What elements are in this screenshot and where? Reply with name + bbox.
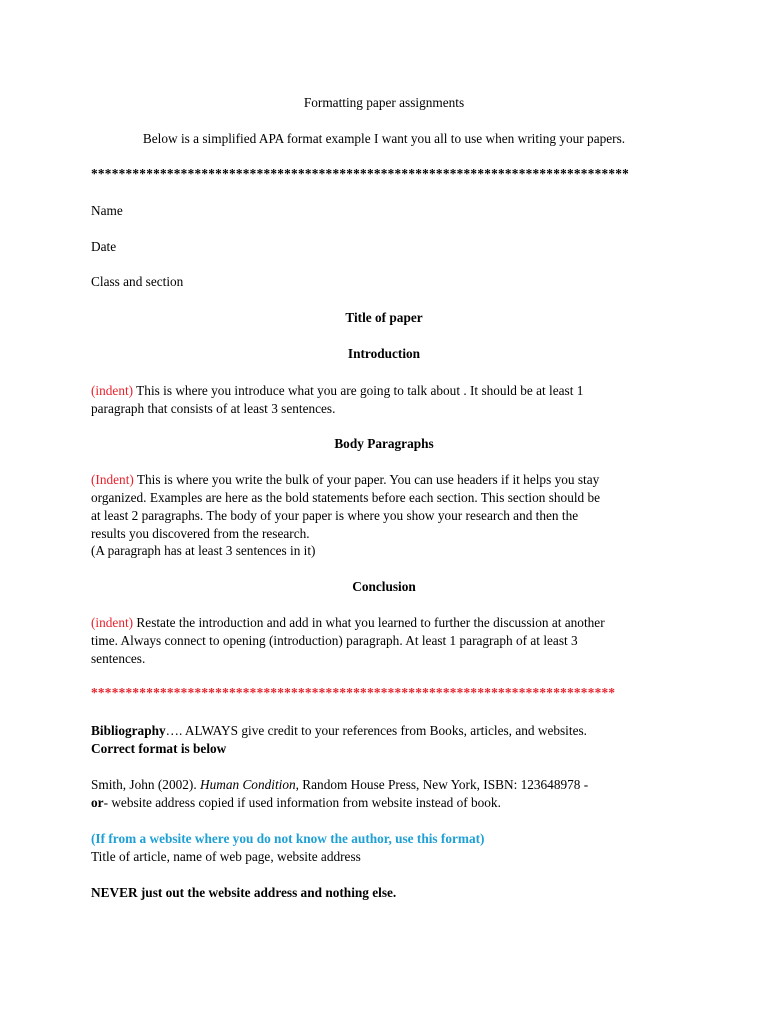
introduction-heading: Introduction bbox=[347, 346, 421, 361]
body-line-2: organized. Examples are here as the bold statements before each section. This section should be bbox=[91, 490, 601, 505]
conclusion-text: Restate the introduction and add in what you learned to further the discussion at another bbox=[133, 615, 605, 630]
citation-title: Human Condition bbox=[199, 777, 296, 792]
website-format: Title of article, name of web page, website address bbox=[91, 849, 361, 864]
divider-red: **************************************************************************** bbox=[91, 685, 616, 700]
bibliography-text: …. ALWAYS give credit to your references from Books, articles, and websites. bbox=[165, 723, 587, 738]
citation-author: Smith, John (2002). bbox=[91, 777, 200, 792]
conclusion-line-3: sentences. bbox=[91, 651, 146, 666]
citation-example bbox=[0, 776, 768, 794]
never-warning: NEVER just out the website address and nothing else. bbox=[91, 885, 397, 900]
indent-tag: (indent) bbox=[91, 615, 134, 630]
or-label: or bbox=[91, 795, 104, 810]
body-line-4: results you discovered from the research. bbox=[91, 526, 310, 541]
introduction-text: This is where you introduce what you are going to talk about . It should be at least 1 bbox=[133, 383, 584, 398]
indent-tag: (indent) bbox=[91, 383, 134, 398]
introduction-line-1 bbox=[0, 382, 768, 400]
bibliography-line bbox=[0, 722, 768, 740]
citation-publisher: , Random House Press, New York, ISBN: 123648978 - bbox=[295, 777, 589, 792]
website-note: (If from a website where you do not know the author, use this format) bbox=[91, 831, 485, 846]
body-line-5: (A paragraph has at least 3 sentences in it) bbox=[91, 543, 316, 558]
divider-black: ****************************************************************************** bbox=[91, 166, 630, 181]
body-line-1 bbox=[0, 471, 768, 489]
body-line-3: at least 2 paragraphs. The body of your paper is where you show your research and then the bbox=[91, 508, 579, 523]
body-text: This is where you write the bulk of your paper. You can use headers if it helps you stay bbox=[133, 472, 600, 487]
correct-format-label: Correct format is below bbox=[91, 741, 227, 756]
class-section-label: Class and section bbox=[91, 274, 184, 289]
title-of-paper-heading: Title of paper bbox=[345, 310, 423, 325]
name-field-label: Name bbox=[91, 203, 123, 218]
bibliography-label: Bibliography bbox=[91, 723, 166, 738]
intro-sentence: Below is a simplified APA format example I want you all to use when writing your papers. bbox=[142, 131, 626, 146]
conclusion-heading: Conclusion bbox=[352, 579, 416, 594]
or-text: - website address copied if used information from website instead of book. bbox=[103, 795, 501, 810]
document-heading: Formatting paper assignments bbox=[303, 95, 465, 110]
date-field-label: Date bbox=[91, 239, 117, 254]
conclusion-line-1 bbox=[0, 614, 768, 632]
citation-or-line bbox=[0, 794, 768, 812]
conclusion-line-2: time. Always connect to opening (introduction) paragraph. At least 1 paragraph of at least 3 bbox=[91, 633, 578, 648]
indent-tag: (Indent) bbox=[91, 472, 134, 487]
introduction-line-2: paragraph that consists of at least 3 sentences. bbox=[91, 401, 336, 416]
body-paragraphs-heading: Body Paragraphs bbox=[334, 436, 434, 451]
